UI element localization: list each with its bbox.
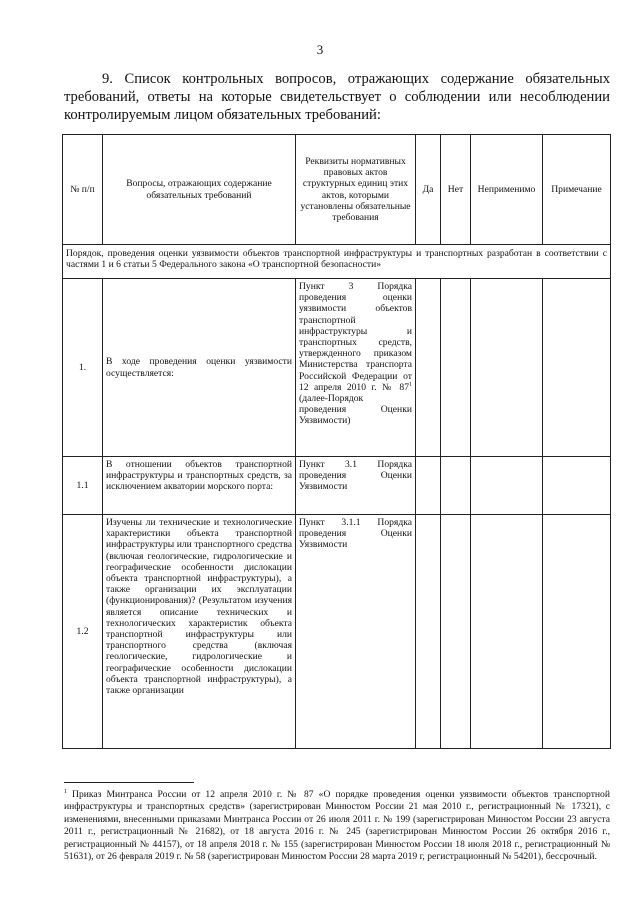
cell-note — [543, 515, 611, 749]
row-question: В ходе проведения оценки уязвимости осуществляется: — [103, 279, 296, 457]
row-num: 1.1 — [63, 457, 103, 515]
cell-yes — [416, 515, 441, 749]
requisites-text-tail: (далее-Порядок проведения Оценки Уязвимости) — [299, 393, 412, 427]
row-num: 1.2 — [63, 515, 103, 749]
page-number: 3 — [316, 42, 324, 57]
table-row — [63, 515, 611, 749]
table-row — [63, 457, 611, 515]
checklist-table — [62, 134, 611, 749]
row-num: 1. — [63, 279, 103, 457]
requisites-text: Пункт 3 Порядка проведения оценки уязвимости объектов транспортной инфраструктуры и транспортных средств, утвержденного приказом Министерства транспорта Российской Федерации от 12 апреля 2010 г. № 87 — [299, 281, 412, 393]
header-yes: Да — [416, 135, 441, 245]
cell-note — [543, 457, 611, 515]
row-requisites: Пункт 3.1 Порядка проведения Оценки Уязвимости — [296, 457, 416, 515]
header-requisites: Реквизиты нормативных правовых актов структурных единиц этих актов, которыми установлены обязательные требования — [296, 135, 416, 245]
footnote-divider — [64, 782, 194, 783]
cell-no — [441, 457, 471, 515]
section-title: Порядок, проведения оценки уязвимости объектов транспортной инфраструктуры и транспортных разработан в соответствии с частями 1 и 6 статьи 5 Федерального закона «О транспортной безопасности» — [63, 245, 611, 279]
table-row — [63, 279, 611, 457]
footnote — [64, 789, 610, 863]
cell-no — [441, 279, 471, 457]
section-heading: 9. Список контрольных вопросов, отражающих содержание обязательных требований, ответы на которые свидетельствует о соблюдении или несоблюдении контролируемым лицом обязательных требований: — [64, 71, 610, 123]
header-num: № п/п — [63, 135, 103, 245]
header-not-applicable: Неприменимо — [471, 135, 543, 245]
row-requisites: Пункт 3.1.1 Порядка проведения Оценки Уязвимости — [296, 515, 416, 749]
cell-yes — [416, 457, 441, 515]
row-question: Изучены ли технические и технологические характеристики объекта транспортной инфраструктуры или транспортного средства (включая геологические, гидрологические и географические особенности дислокации объекта транспортной инфраструктуры), а также организации их эксплуатации (функционирования)? (Результатом изучения является описание технических и технологических характеристик объекта транспортной инфраструктуры или транспортного средства (включая геологические, гидрологические и географические особенности дислокации объекта транспортной инфраструктуры), а также организации — [103, 515, 296, 749]
cell-not-applicable — [471, 515, 543, 749]
cell-note — [543, 279, 611, 457]
section-row — [63, 245, 611, 279]
footnote-text: Приказ Минтранса России от 12 апреля 2010 г. № 87 «О порядке проведения оценки уязвимости объектов транспортной инфраструктуры и транспортных средств» (зарегистрирован Минюстом России 21 мая 2010 г., регистрационный № 17321), с изменениями, внесенными приказами Минтранса России от 26 июля 2011 г. № 199 (зарегистрирован Минюстом России 23 августа 2011 г., регистрационный № 21682), от 18 августа 2016 г. № 245 (зарегистрирован Минюстом России 26 октября 2016 г., регистрационный № 44157), от 18 апреля 2018 г. № 155 (зарегистрирован Минюстом России 18 июля 2018 г., регистрационный № 51631), от 26 февраля 2019 г. № 58 (зарегистрирован Минюстом России 28 марта 2019 г, регистрационный № 54201), бессрочный. — [64, 789, 610, 863]
row-requisites — [296, 279, 416, 457]
header-note: Примечание — [543, 135, 611, 245]
header-question: Вопросы, отражающих содержание обязательных требований — [103, 135, 296, 245]
row-question: В отношении объектов транспортной инфраструктуры и транспортных средств, за исключением акватории морского порта: — [103, 457, 296, 515]
footnote-ref: 1 — [409, 381, 412, 388]
table-header-row — [63, 135, 611, 245]
cell-yes — [416, 279, 441, 457]
cell-no — [441, 515, 471, 749]
cell-not-applicable — [471, 457, 543, 515]
cell-not-applicable — [471, 279, 543, 457]
header-no: Нет — [441, 135, 471, 245]
footnote-marker: 1 — [64, 788, 67, 795]
